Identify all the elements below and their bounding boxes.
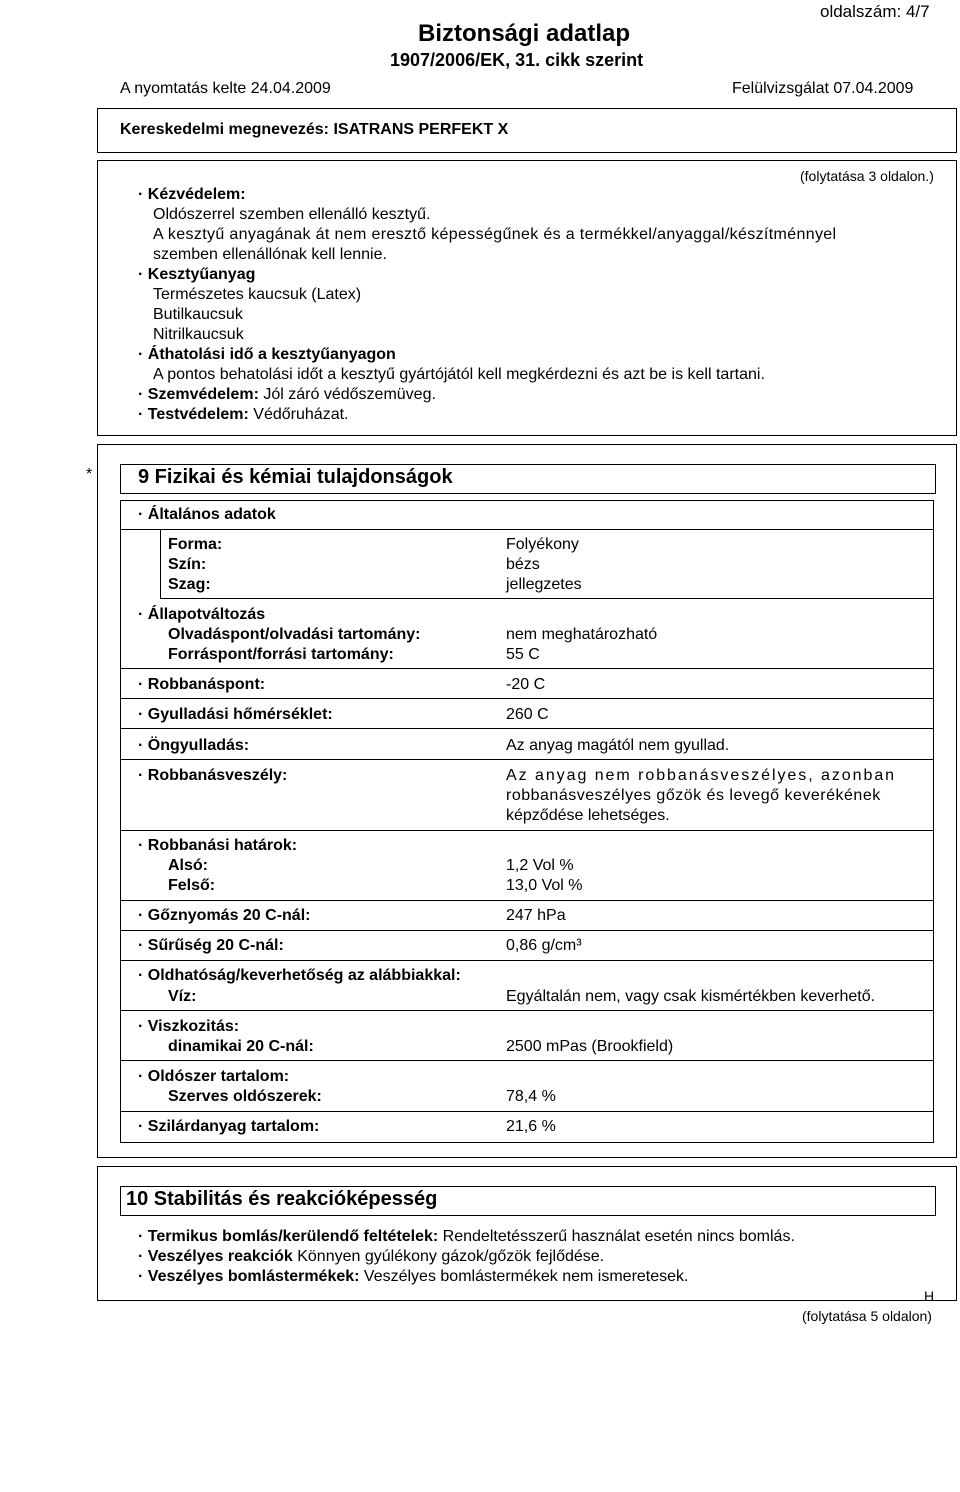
header-rule-left	[97, 108, 98, 153]
section8-rule-top	[97, 160, 957, 161]
boiling-point-value: 55 C	[506, 646, 540, 663]
row-rule-explosion	[120, 830, 934, 831]
row-rule-density	[120, 960, 934, 961]
glove-material-label: · Kesztyűanyag	[138, 266, 256, 283]
general-inner-bottom	[160, 598, 934, 599]
lower-limit-label: Alsó:	[168, 857, 208, 874]
trade-name: Kereskedelmi megnevezés: ISATRANS PERFEKT X	[120, 121, 509, 138]
dangerous-reactions	[138, 1248, 604, 1266]
change-of-state-label: · Állapotváltozás	[138, 606, 266, 623]
hand-protection-text-3: szemben ellenállónak kell lennie.	[153, 246, 387, 263]
odor-label: Szag:	[168, 576, 211, 593]
row-rule-vapour	[120, 930, 934, 931]
general-box-bottom	[120, 529, 934, 530]
eye-protection	[138, 386, 436, 404]
explosion-danger-value-3: képződése lehetséges.	[506, 807, 670, 824]
print-date: A nyomtatás kelte 24.04.2009	[120, 80, 331, 97]
water-label: Víz:	[168, 988, 197, 1005]
hand-protection-text-1: Oldószerrel szemben ellenálló kesztyű.	[153, 206, 431, 223]
color-value: bézs	[506, 556, 540, 573]
revision-date: Felülvizsgálat 07.04.2009	[732, 80, 914, 97]
organic-solvents-value: 78,4 %	[506, 1088, 556, 1105]
dangerous-products	[138, 1268, 688, 1286]
glove-material-2: Butilkaucsuk	[153, 306, 243, 323]
density-value: 0,86 g/cm³	[506, 937, 582, 954]
solubility-label: · Oldhatóság/keverhetőség az alábbiakkal:	[138, 967, 461, 984]
solids-content-label: · Szilárdanyag tartalom:	[138, 1118, 320, 1135]
section10-rule-bottom	[97, 1300, 957, 1301]
thermal-decomposition-text: Rendeltetésszerű használat esetén nincs bomlás.	[438, 1228, 795, 1245]
explosion-limits-label: · Robbanási határok:	[138, 837, 298, 854]
explosion-danger-label: · Robbanásveszély:	[138, 767, 288, 784]
section8-rule-left	[97, 160, 98, 436]
properties-rule-left	[120, 529, 121, 1143]
properties-rule-bottom	[120, 1142, 934, 1143]
eye-protection-text: Jól záró védőszemüveg.	[258, 386, 436, 403]
section9-title: 9 Fizikai és kémiai tulajdonságok	[138, 466, 453, 488]
continued-on: (folytatása 5 oldalon)	[802, 1308, 932, 1324]
melting-point-label: Olvadáspont/olvadási tartomány:	[168, 626, 421, 643]
section9-rule-bottom	[97, 1157, 957, 1158]
general-data-label: · Általános adatok	[138, 506, 276, 523]
body-protection	[138, 406, 348, 424]
dangerous-reactions-label: · Veszélyes reakciók	[138, 1248, 293, 1265]
dynamic-viscosity-value: 2500 mPas (Brookfield)	[506, 1038, 674, 1055]
boiling-point-label: Forráspont/forrási tartomány:	[168, 646, 394, 663]
dangerous-reactions-text: Könnyen gyúlékony gázok/gőzök fejlődése.	[292, 1248, 605, 1265]
properties-rule-right	[933, 529, 934, 1143]
dangerous-products-text: Veszélyes bomlástermékek nem ismeretesek.	[359, 1268, 689, 1285]
header-rule-top	[97, 108, 957, 109]
row-rule-ignition	[120, 728, 934, 729]
form-value: Folyékony	[506, 536, 579, 553]
section9-rule-right	[956, 444, 957, 1158]
section8-rule-right	[956, 160, 957, 436]
eye-protection-label: · Szemvédelem:	[138, 386, 259, 403]
hand-protection-label: · Kézvédelem:	[138, 186, 246, 203]
ignition-temperature-label: · Gyulladási hőmérséklet:	[138, 706, 333, 723]
self-ignition-value: Az anyag magától nem gyullad.	[506, 737, 730, 754]
general-inner-left	[160, 529, 161, 599]
document-title: Biztonsági adatlap	[418, 20, 631, 47]
flash-point-value: -20 C	[506, 676, 546, 693]
row-rule-solubility	[120, 1010, 934, 1011]
body-protection-text: Védőruházat.	[248, 406, 349, 423]
section10-title: 10 Stabilitás és reakcióképesség	[126, 1188, 438, 1210]
solids-content-value: 21,6 %	[506, 1118, 556, 1135]
water-value: Egyáltalán nem, vagy csak kismértékben keverhető.	[506, 988, 876, 1005]
organic-solvents-label: Szerves oldószerek:	[168, 1088, 322, 1105]
row-rule-self-ignition	[120, 759, 934, 760]
revision-marker: *	[86, 466, 93, 483]
page-number: oldalszám: 4/7	[820, 2, 930, 21]
explosion-danger-value-1: Az anyag nem robbanásveszélyes, azonban	[506, 767, 897, 784]
hand-protection-text-2: A kesztyű anyagának át nem eresztő képességűnek és a termékkel/anyaggal/készítménnyel	[153, 226, 837, 243]
odor-value: jellegzetes	[506, 576, 582, 593]
header-rule-right	[956, 108, 957, 153]
header-rule-bottom	[97, 152, 957, 153]
density-label: · Sűrűség 20 C-nál:	[138, 937, 284, 954]
dynamic-viscosity-label: dinamikai 20 C-nál:	[168, 1038, 314, 1055]
form-label: Forma:	[168, 536, 223, 553]
general-box-left	[120, 500, 121, 530]
row-rule-state	[120, 668, 934, 669]
upper-limit-label: Felső:	[168, 877, 216, 894]
lower-limit-value: 1,2 Vol %	[506, 857, 574, 874]
row-rule-viscosity	[120, 1060, 934, 1061]
language-marker: H	[924, 1288, 935, 1304]
general-box-top	[120, 500, 934, 501]
section10-rule-top	[97, 1166, 957, 1167]
continued-from: (folytatása 3 oldalon.)	[800, 168, 934, 184]
explosion-danger-value-2: robbanásveszélyes gőzök és levegő keverékének	[506, 787, 881, 804]
glove-material-1: Természetes kaucsuk (Latex)	[153, 286, 362, 303]
section10-rule-right	[956, 1166, 957, 1301]
section9-rule-top	[97, 444, 957, 445]
color-label: Szín:	[168, 556, 207, 573]
ignition-temperature-value: 260 C	[506, 706, 549, 723]
body-protection-label: · Testvédelem:	[138, 406, 249, 423]
document-subtitle: 1907/2006/EK, 31. cikk szerint	[390, 50, 644, 70]
breakthrough-time-label: · Áthatolási idő a kesztyűanyagon	[138, 346, 396, 363]
glove-material-3: Nitrilkaucsuk	[153, 326, 244, 343]
thermal-decomposition	[138, 1228, 795, 1246]
vapour-pressure-label: · Gőznyomás 20 C-nál:	[138, 907, 311, 924]
solvent-content-label: · Oldószer tartalom:	[138, 1068, 290, 1085]
vapour-pressure-value: 247 hPa	[506, 907, 566, 924]
self-ignition-label: · Öngyulladás:	[138, 737, 250, 754]
section9-rule-left	[97, 444, 98, 1158]
row-rule-limits	[120, 900, 934, 901]
thermal-decomposition-label: · Termikus bomlás/kerülendő feltételek:	[138, 1228, 439, 1245]
section10-rule-left	[97, 1166, 98, 1301]
section8-rule-bottom	[97, 435, 957, 436]
viscosity-label: · Viszkozitás:	[138, 1018, 240, 1035]
general-box-right	[933, 500, 934, 530]
row-rule-flash	[120, 698, 934, 699]
row-rule-solvent	[120, 1111, 934, 1112]
flash-point-label: · Robbanáspont:	[138, 676, 266, 693]
breakthrough-time-text: A pontos behatolási időt a kesztyű gyártójától kell megkérdezni és azt be is kell tartani.	[153, 366, 765, 383]
upper-limit-value: 13,0 Vol %	[506, 877, 583, 894]
melting-point-value: nem meghatározható	[506, 626, 658, 643]
dangerous-products-label: · Veszélyes bomlástermékek:	[138, 1268, 360, 1285]
